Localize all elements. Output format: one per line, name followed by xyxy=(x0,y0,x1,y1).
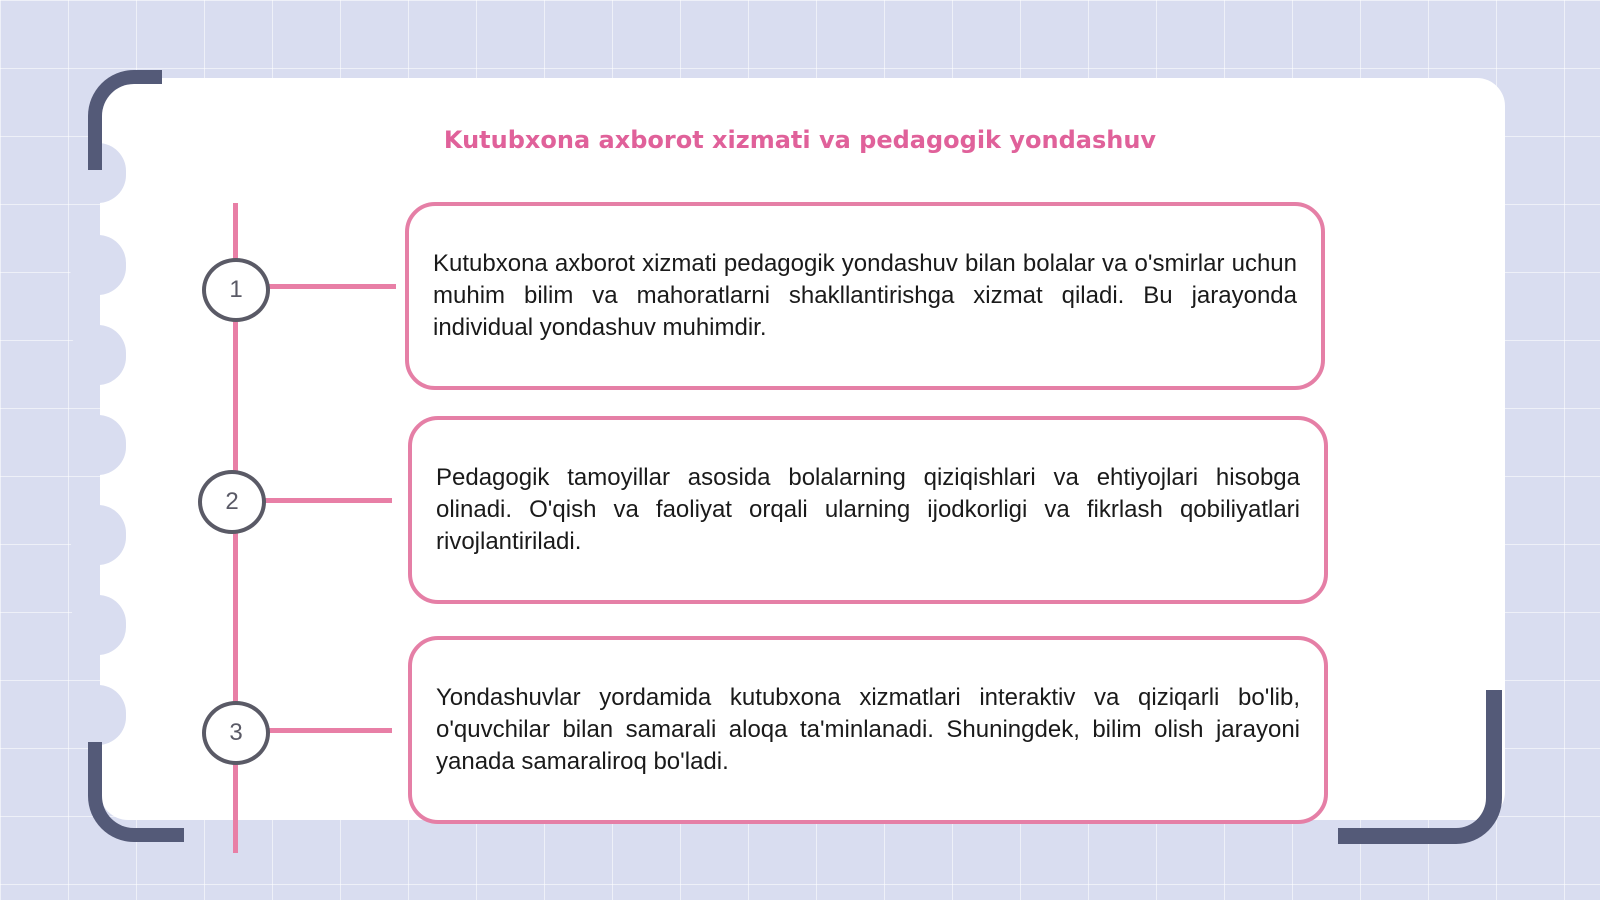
frame-corner-bottom-right xyxy=(1338,690,1502,844)
step-text: Yondashuvlar yordamida kutubxona xizmatlari interaktiv va qiziqarli bo'lib, o'quvchilar bilan samarali aloqa ta'minlanadi. Shuningdek, bilim olish jarayoni yanada samaraliroq bo'ladi. xyxy=(436,684,1300,775)
step-number-2: 2 xyxy=(198,470,266,534)
notebook-notch xyxy=(70,595,126,655)
step-number-1: 1 xyxy=(202,258,270,322)
step-text: Kutubxona axborot xizmati pedagogik yondashuv bilan bolalar va o'smirlar uchun muhim bilim va mahoratlarni shakllantirishga xizmat qiladi. Bu jarayonda individual yondashuv muhimdir. xyxy=(433,250,1297,341)
step-connector xyxy=(266,284,396,289)
notebook-notch xyxy=(70,685,126,745)
notebook-notch xyxy=(70,505,126,565)
frame-corner-bottom-left xyxy=(88,742,184,842)
step-card-1 xyxy=(405,202,1325,390)
step-text: Pedagogik tamoyillar asosida bolalarning qiziqishlari va ehtiyojlari hisobga olinadi. O'qish va faoliyat orqali ularning ijodkorligi va fikrlash qobiliyatlari rivojlantiriladi. xyxy=(436,464,1300,555)
step-card-3 xyxy=(408,636,1328,824)
slide-title: Kutubxona axborot xizmati va pedagogik yondashuv xyxy=(443,126,1157,154)
notebook-notch xyxy=(70,415,126,475)
notebook-notch xyxy=(70,235,126,295)
notebook-notch xyxy=(70,325,126,385)
step-number-3: 3 xyxy=(202,701,270,765)
frame-corner-top-left xyxy=(88,70,162,170)
step-connector xyxy=(266,728,392,733)
step-connector xyxy=(262,498,392,503)
step-card-2 xyxy=(408,416,1328,604)
